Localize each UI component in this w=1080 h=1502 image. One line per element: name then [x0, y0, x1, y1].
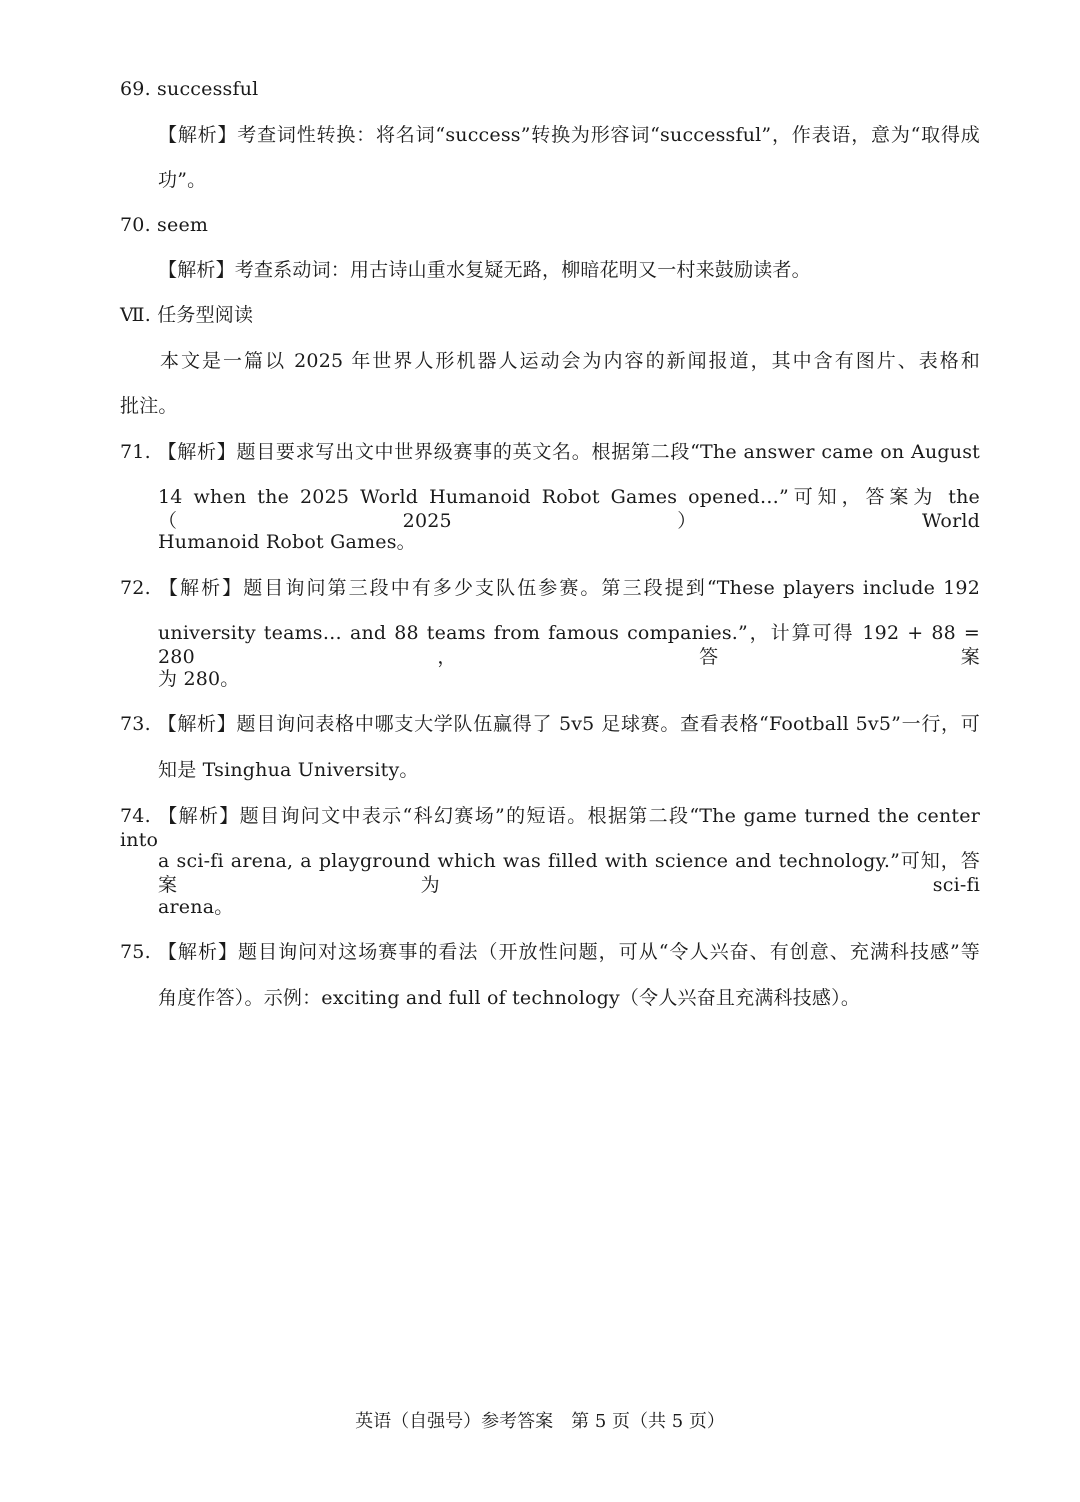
explanation-69-line-1: 【解析】考查词性转换：将名词“success”转换为形容词“successful”，作表语，意为“取得成	[158, 124, 980, 146]
question-74-line-2: a sci-fi arena, a playground which was filled with science and technology.”可知，答案为 sci-fi	[158, 850, 980, 896]
question-73-line-1: 73. 【解析】题目询问表格中哪支大学队伍赢得了 5v5 足球赛。查看表格“Football 5v5”一行，可	[120, 713, 980, 735]
question-74-line-1: 74. 【解析】题目询问文中表示“科幻赛场”的短语。根据第二段“The game turned the center into	[120, 805, 980, 851]
question-72-line-1: 72. 【解析】题目询问第三段中有多少支队伍参赛。第三段提到“These players include 192	[120, 577, 980, 599]
question-72-line-3: 为 280。	[158, 668, 240, 690]
page-footer: 英语（自强号）参考答案 第 5 页（共 5 页）	[355, 1411, 725, 1432]
section-intro-line-2: 批注。	[120, 395, 178, 417]
explanation-69-line-2: 功”。	[158, 169, 207, 191]
question-71-line-1: 71. 【解析】题目要求写出文中世界级赛事的英文名。根据第二段“The answer came on August	[120, 441, 980, 463]
explanation-70-line-1: 【解析】考查系动词：用古诗山重水复疑无路，柳暗花明又一村来鼓励读者。	[158, 259, 811, 281]
question-74-line-3: arena。	[158, 896, 234, 918]
question-75-line-2: 角度作答）。示例：exciting and full of technology（令人兴奋且充满科技感）。	[158, 987, 861, 1009]
question-71-line-2: 14 when the 2025 World Humanoid Robot Games opened…”可知，答案为 the（2025）World	[158, 486, 980, 532]
answer-70: 70. seem	[120, 214, 209, 236]
question-71-line-3: Humanoid Robot Games。	[158, 531, 416, 553]
section-heading: Ⅶ. 任务型阅读	[120, 304, 254, 326]
question-72-line-2: university teams… and 88 teams from famous companies.”，计算可得 192 + 88 = 280，答案	[158, 622, 980, 668]
answer-69: 69. successful	[120, 78, 259, 100]
question-75-line-1: 75. 【解析】题目询问对这场赛事的看法（开放性问题，可从“令人兴奋、有创意、充满科技感”等	[120, 941, 980, 963]
question-73-line-2: 知是 Tsinghua University。	[158, 759, 419, 781]
section-intro-line-1: 本文是一篇以 2025 年世界人形机器人运动会为内容的新闻报道，其中含有图片、表格和	[160, 350, 980, 372]
